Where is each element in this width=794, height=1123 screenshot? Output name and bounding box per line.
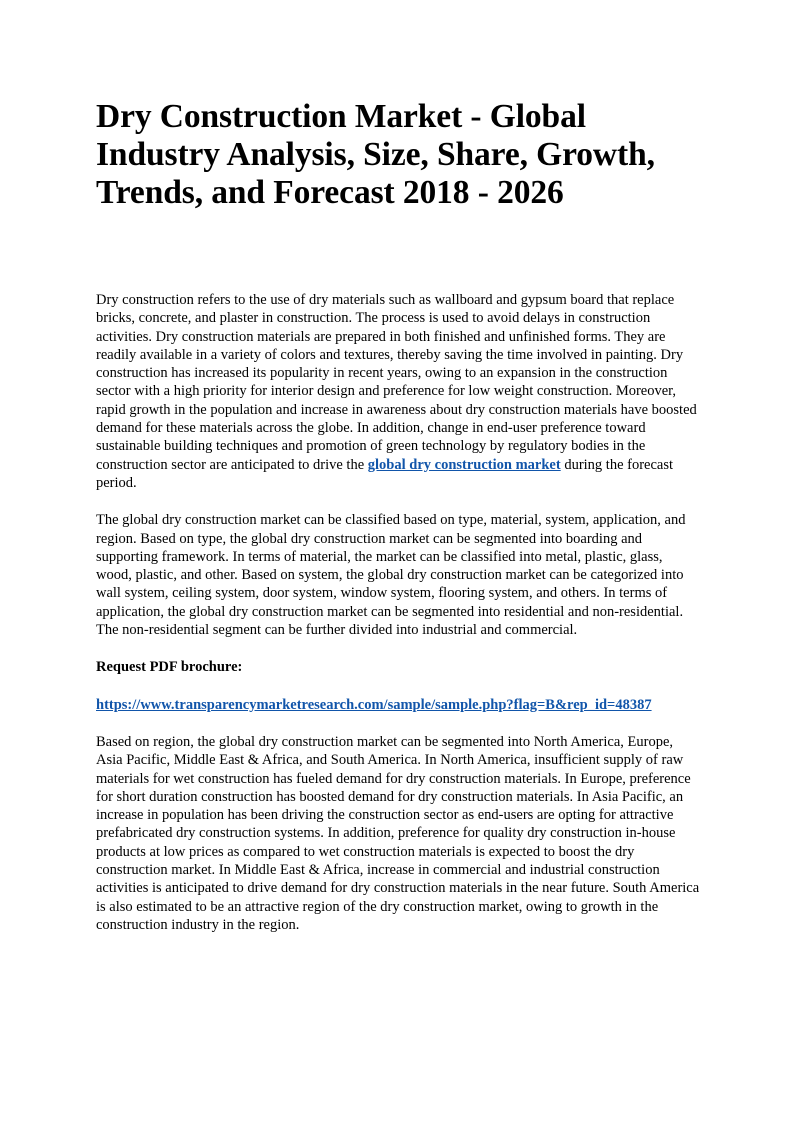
- brochure-link-paragraph: [96, 696, 700, 714]
- intro-text: Dry construction refers to the use of dry materials such as wallboard and gypsum board that replace bricks, concrete, and plaster in construction. The process is used to avoid delays in construction activities. Dry construction materials are prepared in both finished and unfinished forms. They are readily available in a variety of colors and textures, thereby saving the time involved in painting. Dry construction has increased its popularity in recent years, owing to an expansion in the construction sector with a high priority for interior design and preference for low weight construction. Moreover, rapid growth in the population and increase in awareness about dry construction materials have boosted demand for these materials across the globe. In addition, change in end-user preference toward sustainable building techniques and promotion of green technology by regulatory bodies in the construction sector are anticipated to drive the: [96, 292, 697, 473]
- classification-paragraph: The global dry construction market can be classified based on type, material, system, application, and region. Based on type, the global dry construction market can be segmented into boarding and supporting framework. In terms of material, the market can be classified into metal, plastic, glass, wood, plastic, and other. Based on system, the global dry construction market can be categorized into wall system, ceiling system, door system, window system, flooring system, and others. In terms of application, the global dry construction market can be segmented into residential and non-residential. The non-residential segment can be further divided into industrial and commercial.: [96, 512, 686, 639]
- market-link[interactable]: global dry construction market: [367, 456, 561, 473]
- region-paragraph: Based on region, the global dry construction market can be segmented into North America, Europe, Asia Pacific, Middle East & Africa, and South America. In North America, insufficient supply of raw materials for wet construction has fueled demand for dry construction materials. In Europe, preference for short duration construction has boosted demand for dry construction materials. In Asia Pacific, an increase in population has been driving the construction sector as end-users are opting for attractive prefabricated dry construction systems. In addition, preference for quality dry construction in-house products at low prices as compared to wet construction materials is expected to boost the dry construction market. In Middle East & Africa, increase in commercial and industrial construction activities is anticipated to drive demand for dry construction materials in the near future. South America is also estimated to be an attractive region of the dry construction market, owing to growth in the construction industry in the region.: [96, 733, 700, 933]
- brochure-heading: Request PDF brochure:: [96, 659, 243, 676]
- document-page: [96, 98, 700, 934]
- brochure-link[interactable]: https://www.transparencymarketresearch.com/sample/sample.php?flag=B&rep_id=48387: [96, 696, 652, 713]
- document-title: Dry Construction Market - Global Industry Analysis, Size, Share, Growth, Trends, and Forecast 2018 - 2026: [96, 98, 655, 211]
- intro-paragraph: [96, 291, 700, 492]
- intro-text-end: during the forecast period.: [96, 456, 674, 491]
